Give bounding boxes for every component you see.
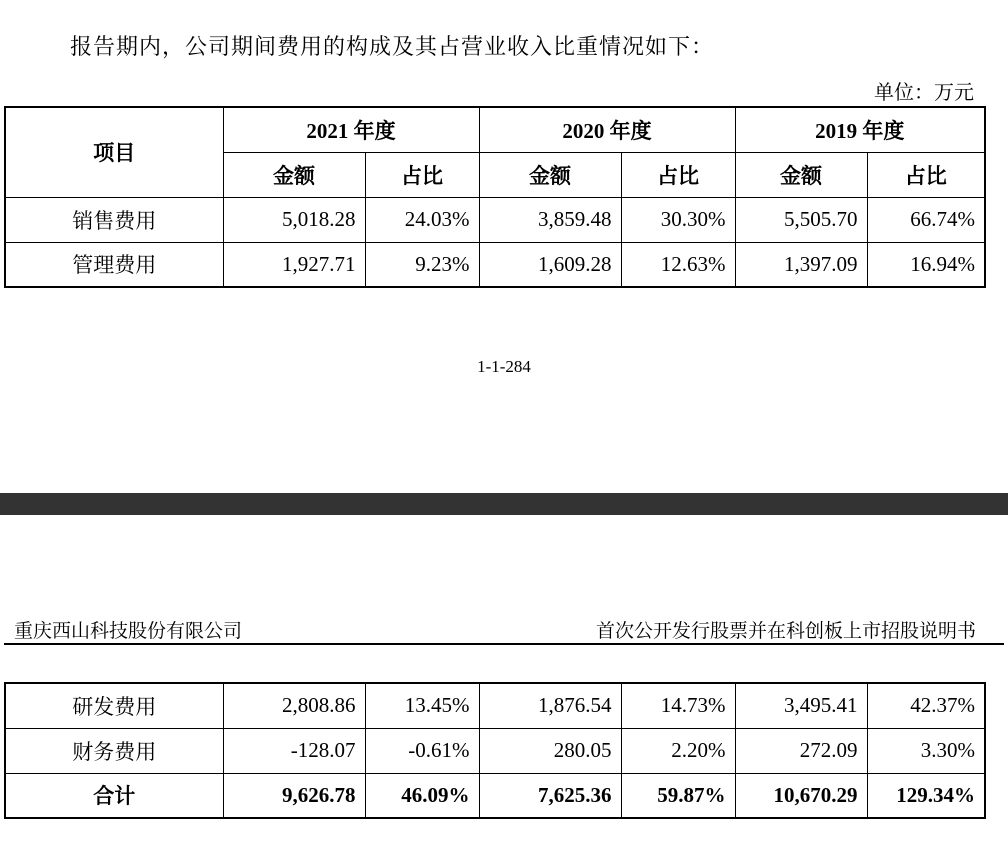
- cell: 272.09: [735, 728, 867, 773]
- cell: 129.34%: [867, 773, 985, 818]
- cell: 280.05: [479, 728, 621, 773]
- cell: 24.03%: [365, 197, 479, 242]
- cell: 7,625.36: [479, 773, 621, 818]
- cell: 30.30%: [621, 197, 735, 242]
- expense-table-part2: [4, 682, 986, 819]
- cell: 3.30%: [867, 728, 985, 773]
- cell: 46.09%: [365, 773, 479, 818]
- cell: 9.23%: [365, 242, 479, 287]
- cell: 1,397.09: [735, 242, 867, 287]
- document-title: 首次公开发行股票并在科创板上市招股说明书: [595, 620, 976, 642]
- expense-table-part1: [4, 106, 986, 288]
- amount-header: 金额: [735, 152, 867, 197]
- page-number: 1-1-284: [477, 357, 531, 376]
- row-label: 销售费用: [5, 197, 223, 242]
- cell: -128.07: [223, 728, 365, 773]
- cell: 1,927.71: [223, 242, 365, 287]
- cell: 10,670.29: [735, 773, 867, 818]
- intro-text: 报告期内，公司期间费用的构成及其占营业收入比重情况如下：: [70, 35, 715, 60]
- amount-header: 金额: [479, 152, 621, 197]
- row-label: 研发费用: [5, 683, 223, 728]
- cell: 42.37%: [867, 683, 985, 728]
- cell: 2.20%: [621, 728, 735, 773]
- total-row: [5, 773, 985, 818]
- ratio-header: 占比: [365, 152, 479, 197]
- cell: 1,609.28: [479, 242, 621, 287]
- table-row: [5, 242, 985, 287]
- year-header-2020: 2020 年度: [479, 107, 735, 152]
- cell: 14.73%: [621, 683, 735, 728]
- cell: 59.87%: [621, 773, 735, 818]
- cell: 16.94%: [867, 242, 985, 287]
- year-header-2021: 2021 年度: [223, 107, 479, 152]
- table-row: [5, 728, 985, 773]
- ratio-header: 占比: [867, 152, 985, 197]
- page-separator: [0, 493, 1008, 515]
- unit-label: 单位：万元: [874, 80, 974, 104]
- table-row: [5, 197, 985, 242]
- cell: 1,876.54: [479, 683, 621, 728]
- cell: -0.61%: [365, 728, 479, 773]
- company-name: 重庆西山科技股份有限公司: [14, 620, 243, 642]
- table-row: [5, 683, 985, 728]
- cell: 3,495.41: [735, 683, 867, 728]
- row-label: 财务费用: [5, 728, 223, 773]
- cell: 9,626.78: [223, 773, 365, 818]
- row-label: 管理费用: [5, 242, 223, 287]
- cell: 13.45%: [365, 683, 479, 728]
- header-rule: [4, 643, 1004, 645]
- cell: 5,505.70: [735, 197, 867, 242]
- item-header: 项目: [5, 107, 223, 197]
- cell: 3,859.48: [479, 197, 621, 242]
- year-header-2019: 2019 年度: [735, 107, 985, 152]
- cell: 66.74%: [867, 197, 985, 242]
- amount-header: 金额: [223, 152, 365, 197]
- cell: 2,808.86: [223, 683, 365, 728]
- cell: 5,018.28: [223, 197, 365, 242]
- total-label: 合计: [5, 773, 223, 818]
- cell: 12.63%: [621, 242, 735, 287]
- ratio-header: 占比: [621, 152, 735, 197]
